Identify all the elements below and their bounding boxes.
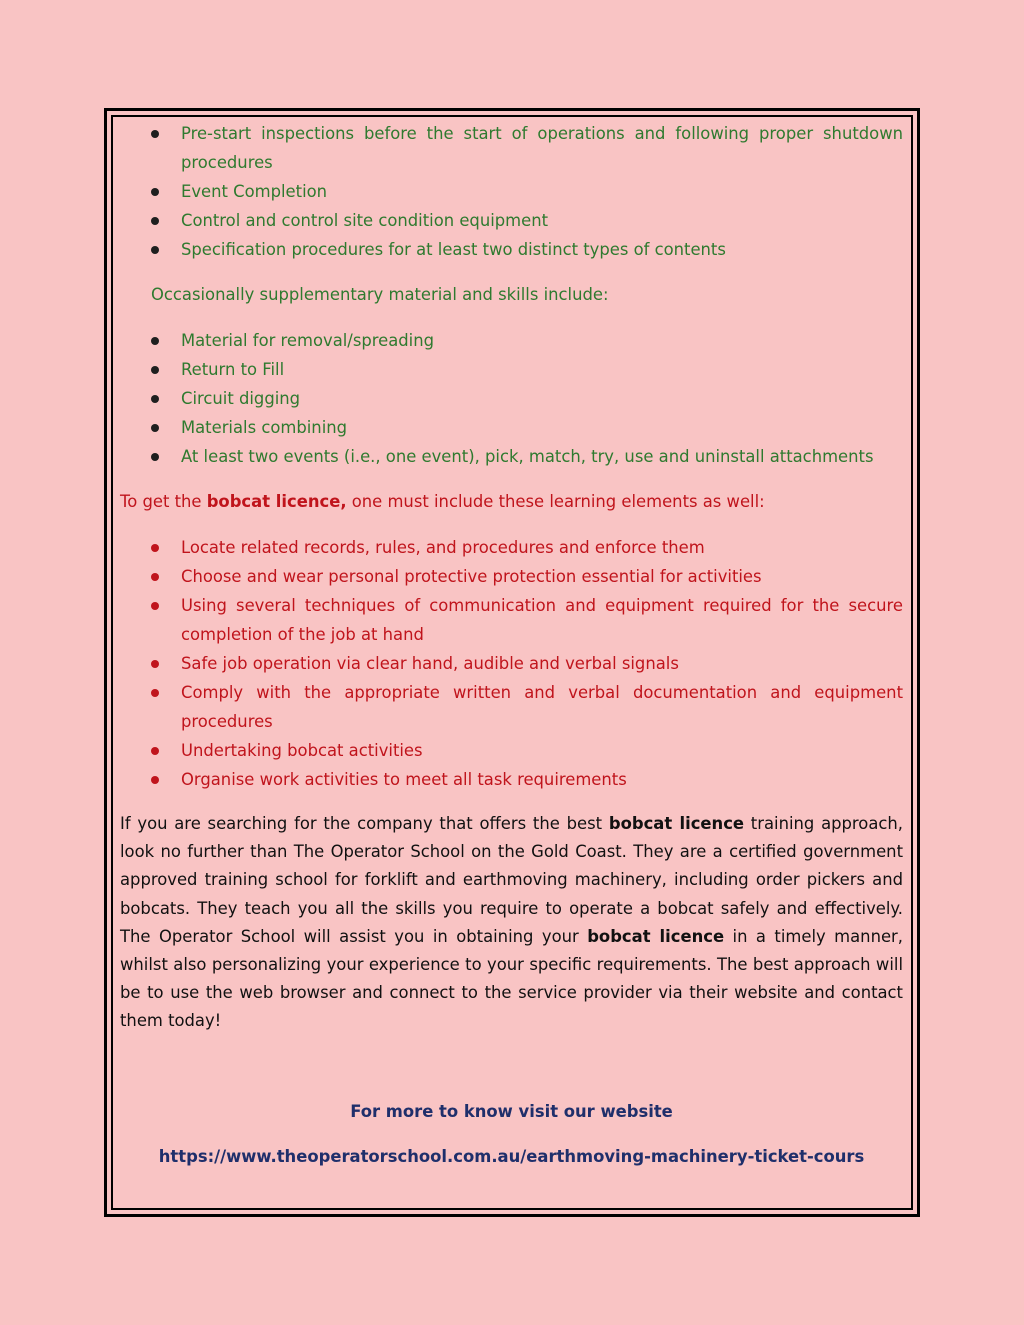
list-item: Return to Fill <box>120 355 903 384</box>
bullet-icon <box>151 602 159 610</box>
bullet-icon <box>151 337 159 345</box>
list-item: At least two events (i.e., one event), pick, match, try, use and uninstall attachments <box>120 442 903 471</box>
bullet-icon <box>151 544 159 552</box>
list-item: Material for removal/spreading <box>120 326 903 355</box>
list-item: Pre-start inspections before the start of operations and following proper shutdown procedures <box>120 119 903 177</box>
list-item: Undertaking bobcat activities <box>120 736 903 765</box>
list-item: Safe job operation via clear hand, audible and verbal signals <box>120 649 903 678</box>
company-paragraph: If you are searching for the company that offers the best bobcat licence training approach, look no further than The Operator School on the Gold Coast. They are a certified government approved training school for forklift and earthmoving machinery, including order pickers and bobcats. They teach you all the skills you require to operate a bobcat safely and effectively. The Operator School will assist you in obtaining your bobcat licence in a timely manner, whilst also personalizing your experience to your specific requirements. The best approach will be to use the web browser and connect to the service provider via their website and contact them today! <box>120 814 903 1031</box>
supplementary-list <box>120 326 903 471</box>
bobcat-licence-keyword: bobcat licence <box>587 926 725 946</box>
licence-keyword: bobcat licence, <box>206 492 347 511</box>
list-item: Organise work activities to meet all task requirements <box>120 765 903 794</box>
bullet-icon <box>151 130 159 138</box>
list-item: Control and control site condition equipment <box>120 206 903 235</box>
bullet-icon <box>151 217 159 225</box>
bullet-icon <box>151 188 159 196</box>
bullet-icon <box>151 776 159 784</box>
supplementary-intro: Occasionally supplementary material and skills include: <box>151 285 609 304</box>
list-item: Using several techniques of communication and equipment required for the secure completion of the job at hand <box>120 591 903 649</box>
document-body <box>120 119 903 1171</box>
website-link[interactable]: https://www.theoperatorschool.com.au/earthmoving-machinery-ticket-cours <box>158 1146 865 1166</box>
list-item: Choose and wear personal protective protection essential for activities <box>120 562 903 591</box>
bullet-icon <box>151 246 159 254</box>
bobcat-licence-keyword: bobcat licence <box>608 814 745 833</box>
list-item: Specification procedures for at least two distinct types of contents <box>120 235 903 264</box>
list-item: Circuit digging <box>120 384 903 413</box>
bullet-icon <box>151 747 159 755</box>
bullet-icon <box>151 453 159 461</box>
learning-elements-list <box>120 533 903 794</box>
bullet-icon <box>151 573 159 581</box>
list-item: Event Completion <box>120 177 903 206</box>
list-item: Materials combining <box>120 413 903 442</box>
licence-intro: To get the bobcat licence, one must include these learning elements as well: <box>120 492 765 511</box>
bullet-icon <box>151 689 159 697</box>
bullet-icon <box>151 660 159 668</box>
bullet-icon <box>151 395 159 403</box>
list-item: Locate related records, rules, and procedures and enforce them <box>120 533 903 562</box>
bullet-icon <box>151 424 159 432</box>
operations-list <box>120 119 903 264</box>
bullet-icon <box>151 366 159 374</box>
list-item: Comply with the appropriate written and verbal documentation and equipment procedures <box>120 678 903 736</box>
website-cta: For more to know visit our website <box>350 1101 673 1121</box>
